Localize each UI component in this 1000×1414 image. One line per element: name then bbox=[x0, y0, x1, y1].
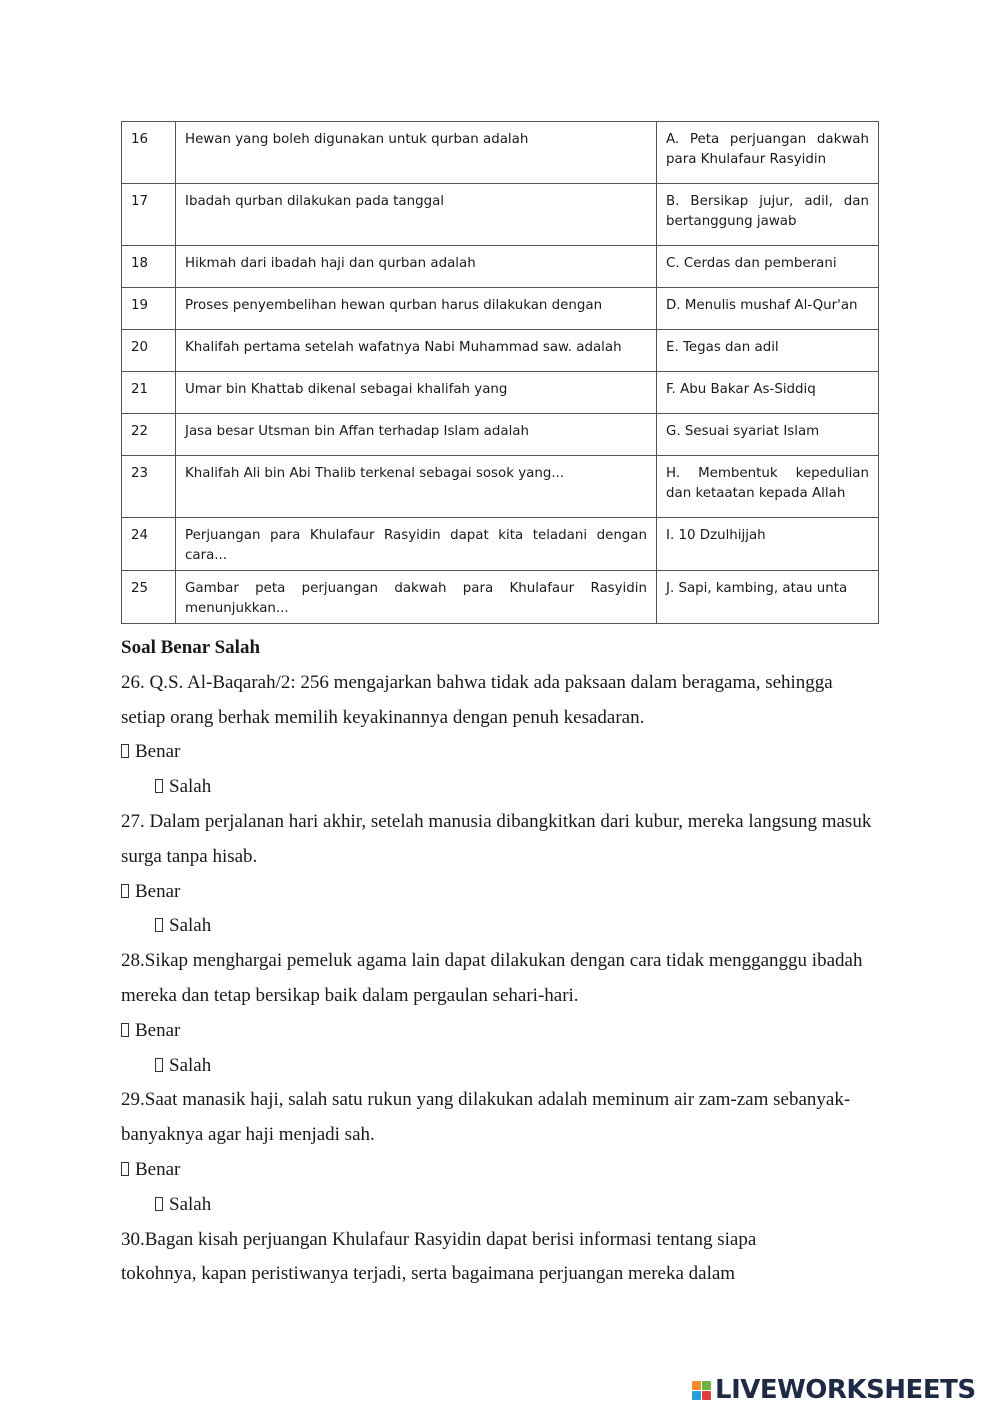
checkbox-icon[interactable] bbox=[155, 1197, 163, 1211]
option-benar[interactable] bbox=[121, 1014, 881, 1049]
logo-square-2 bbox=[702, 1381, 711, 1390]
checkbox-icon[interactable] bbox=[121, 1023, 129, 1037]
question-text: 29.Saat manasik haji, salah satu rukun yang dilakukan adalah meminum air zam-zam sebanyak-banyaknya agar haji menjadi sah. bbox=[121, 1089, 851, 1146]
row-question: Perjuangan para Khulafaur Rasyidin dapat kita teladani dengan cara... bbox=[176, 518, 657, 571]
row-question: Ibadah qurban dilakukan pada tanggal bbox=[176, 184, 657, 246]
checkbox-icon[interactable] bbox=[121, 1162, 129, 1176]
row-answer: G. Sesuai syariat Islam bbox=[657, 414, 879, 456]
row-question: Gambar peta perjuangan dakwah para Khulafaur Rasyidin menunjukkan... bbox=[176, 571, 657, 624]
logo-square-4 bbox=[702, 1391, 711, 1400]
row-question: Hewan yang boleh digunakan untuk qurban adalah bbox=[176, 122, 657, 184]
row-number: 18 bbox=[122, 246, 176, 288]
table-row bbox=[122, 571, 879, 624]
checkbox-icon[interactable] bbox=[155, 918, 163, 932]
option-label: Benar bbox=[135, 1019, 181, 1041]
table-row bbox=[122, 246, 879, 288]
option-label: Salah bbox=[169, 1054, 212, 1076]
row-number: 21 bbox=[122, 372, 176, 414]
row-number: 20 bbox=[122, 330, 176, 372]
row-question: Jasa besar Utsman bin Affan terhadap Islam adalah bbox=[176, 414, 657, 456]
question-text: 28.Sikap menghargai pemeluk agama lain dapat dilakukan dengan cara tidak mengganggu ibadah mereka dan tetap bersikap baik dalam pergaulan sehari-hari. bbox=[121, 950, 863, 1006]
option-label: Benar bbox=[135, 880, 181, 902]
liveworksheets-brand bbox=[692, 1375, 976, 1405]
true-false-section bbox=[121, 631, 881, 1292]
brand-text: LIVEWORKSHEETS bbox=[715, 1375, 976, 1405]
checkbox-icon[interactable] bbox=[121, 884, 129, 898]
true-false-question-list bbox=[121, 666, 881, 1223]
question-30-line-1: 30.Bagan kisah perjuangan Khulafaur Rasyidin dapat berisi informasi tentang siapa bbox=[121, 1228, 757, 1250]
row-number: 25 bbox=[122, 571, 176, 624]
liveworksheets-logo-icon bbox=[692, 1381, 711, 1400]
matching-table-body bbox=[122, 122, 879, 624]
checkbox-icon[interactable] bbox=[155, 1058, 163, 1072]
row-answer: D. Menulis mushaf Al-Qur'an bbox=[657, 288, 879, 330]
option-salah[interactable] bbox=[121, 1188, 881, 1223]
row-answer: A. Peta perjuangan dakwah para Khulafaur Rasyidin bbox=[657, 122, 879, 184]
option-benar[interactable] bbox=[121, 875, 881, 910]
table-row bbox=[122, 330, 879, 372]
table-row bbox=[122, 518, 879, 571]
matching-table bbox=[121, 121, 879, 624]
row-number: 19 bbox=[122, 288, 176, 330]
row-question: Proses penyembelihan hewan qurban harus dilakukan dengan bbox=[176, 288, 657, 330]
row-question: Khalifah pertama setelah wafatnya Nabi Muhammad saw. adalah bbox=[176, 330, 657, 372]
row-answer: C. Cerdas dan pemberani bbox=[657, 246, 879, 288]
question-30-line-2: tokohnya, kapan peristiwanya terjadi, serta bagaimana perjuangan mereka dalam bbox=[121, 1263, 736, 1285]
table-row bbox=[122, 372, 879, 414]
row-number: 24 bbox=[122, 518, 176, 571]
row-number: 17 bbox=[122, 184, 176, 246]
option-salah[interactable] bbox=[121, 909, 881, 944]
table-row bbox=[122, 122, 879, 184]
row-question: Hikmah dari ibadah haji dan qurban adalah bbox=[176, 246, 657, 288]
row-number: 23 bbox=[122, 456, 176, 518]
table-row bbox=[122, 288, 879, 330]
table-row bbox=[122, 456, 879, 518]
logo-square-3 bbox=[692, 1391, 701, 1400]
option-label: Benar bbox=[135, 1158, 181, 1180]
option-label: Salah bbox=[169, 915, 212, 937]
option-benar[interactable] bbox=[121, 735, 881, 770]
option-label: Salah bbox=[169, 776, 212, 798]
row-number: 22 bbox=[122, 414, 176, 456]
question-text: 27. Dalam perjalanan hari akhir, setelah manusia dibangkitkan dari kubur, mereka langsung masuk surga tanpa hisab. bbox=[121, 810, 872, 867]
option-benar[interactable] bbox=[121, 1153, 881, 1188]
option-salah[interactable] bbox=[121, 1049, 881, 1084]
row-answer: I. 10 Dzulhijjah bbox=[657, 518, 879, 571]
row-answer: F. Abu Bakar As-Siddiq bbox=[657, 372, 879, 414]
row-number: 16 bbox=[122, 122, 176, 184]
row-answer: J. Sapi, kambing, atau unta bbox=[657, 571, 879, 624]
option-label: Salah bbox=[169, 1193, 212, 1215]
checkbox-icon[interactable] bbox=[121, 744, 129, 758]
row-answer: B. Bersikap jujur, adil, dan bertanggung jawab bbox=[657, 184, 879, 246]
row-question: Umar bin Khattab dikenal sebagai khalifah yang bbox=[176, 372, 657, 414]
option-label: Benar bbox=[135, 741, 181, 763]
section-title: Soal Benar Salah bbox=[121, 637, 261, 658]
question-text: 26. Q.S. Al-Baqarah/2: 256 mengajarkan bahwa tidak ada paksaan dalam beragama, sehingga setiap orang berhak memilih keyakinannya dengan penuh kesadaran. bbox=[121, 671, 833, 728]
row-question: Khalifah Ali bin Abi Thalib terkenal sebagai sosok yang... bbox=[176, 456, 657, 518]
row-answer: H. Membentuk kepedulian dan ketaatan kepada Allah bbox=[657, 456, 879, 518]
row-answer: E. Tegas dan adil bbox=[657, 330, 879, 372]
checkbox-icon[interactable] bbox=[155, 779, 163, 793]
option-salah[interactable] bbox=[121, 770, 881, 805]
table-row bbox=[122, 414, 879, 456]
logo-square-1 bbox=[692, 1381, 701, 1390]
table-row bbox=[122, 184, 879, 246]
